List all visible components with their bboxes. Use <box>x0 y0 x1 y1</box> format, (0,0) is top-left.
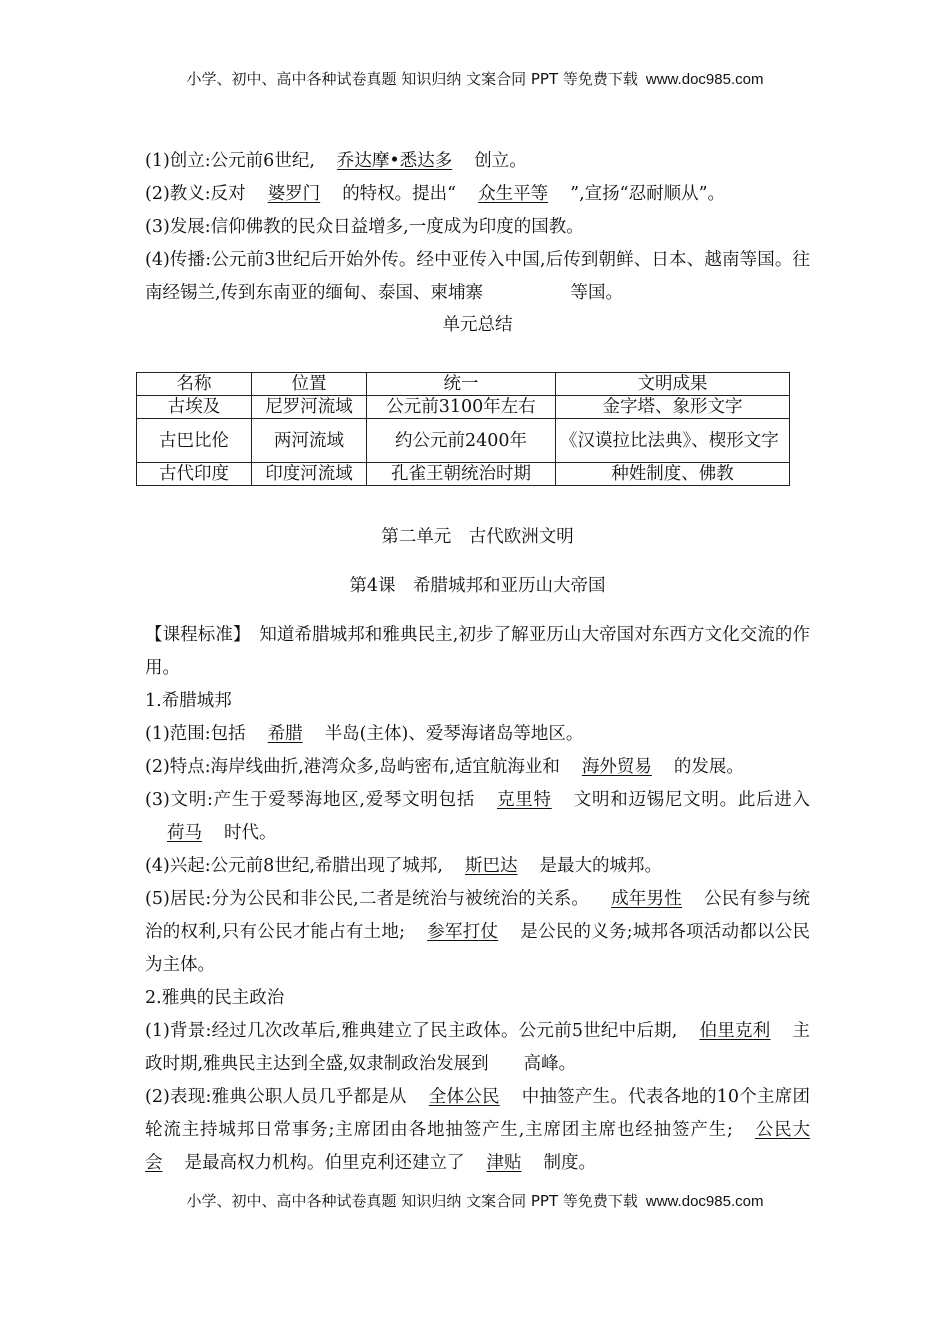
summary-table <box>136 372 790 486</box>
unit-title: 第二单元 古代欧洲文明 <box>381 527 574 547</box>
answer-blank: 乔达摩•悉达多 <box>336 151 453 171</box>
paragraph: (3)文明:产生于爱琴海地区,爱琴文明包括 克里特 文明和迈锡尼文明。此后进入荷马 时代。 <box>145 790 811 843</box>
table-row: 古巴比伦 两河流域 约公元前2400年 《汉谟拉比法典》、楔形文字 <box>137 419 790 463</box>
answer-blank: 众生平等 <box>478 184 549 204</box>
paragraph: (1)创立:公元前6世纪, 乔达摩•悉达多 创立。 <box>145 151 527 171</box>
paragraph: (1)范围:包括 希腊 半岛(主体)、爱琴海诸岛等地区。 <box>145 724 584 744</box>
footer-url[interactable]: www.doc985.com <box>645 1193 764 1210</box>
summary-title: 单元总结 <box>442 315 513 335</box>
buddhism-section <box>145 145 810 340</box>
paragraph: (1)背景:经过几次改革后,雅典建立了民主政体。公元前5世纪中后期, 伯里克利 主政时期,雅典民主达到全盛,奴隶制政治发展到 高峰。 <box>145 1021 810 1074</box>
course-standard: 【课程标准】 知道希腊城邦和雅典民主,初步了解亚历山大帝国对东西方文化交流的作用。 <box>145 625 811 678</box>
paragraph: (2)表现:雅典公职人员几乎都是从 全体公民 中抽签产生。代表各地的10个主席团轮流主持城邦日常事务;主席团由各地抽签产生,主席团主席也经抽签产生; 公民大会 是最高权力机构。伯里克利还建立了 津贴 制度。 <box>145 1087 811 1173</box>
section-heading: 1.希腊城邦 <box>145 691 232 711</box>
section-heading: 2.雅典的民主政治 <box>145 988 285 1008</box>
header-bottom <box>0 1190 950 1211</box>
paragraph: (2)特点:海岸线曲折,港湾众多,岛屿密布,适宜航海业和 海外贸易 的发展。 <box>145 757 744 777</box>
table-row: 古代印度 印度河流域 孔雀王朝统治时期 种姓制度、佛教 <box>137 463 790 486</box>
table-row: 古埃及 尼罗河流域 公元前3100年左右 金字塔、象形文字 <box>137 396 790 419</box>
answer-blank: 公民大会 <box>145 1120 811 1173</box>
answer-blank: 成年男性 <box>611 889 682 909</box>
header-top <box>0 68 950 89</box>
footer-text: 小学、初中、高中各种试卷真题 知识归纳 文案合同 PPT 等免费下载 <box>186 1192 638 1210</box>
answer-blank: 全体公民 <box>428 1087 500 1107</box>
answer-blank: 克里特 <box>497 790 552 810</box>
answer-blank: 参军打仗 <box>427 922 499 942</box>
answer-blank: 婆罗门 <box>267 184 321 204</box>
answer-blank: 斯巴达 <box>464 856 518 876</box>
unit2-section <box>145 522 810 1180</box>
header-text: 小学、初中、高中各种试卷真题 知识归纳 文案合同 PPT 等免费下载 <box>186 70 638 88</box>
answer-blank: 荷马 <box>167 823 202 843</box>
answer-blank: 伯里克利 <box>699 1021 771 1041</box>
paragraph: (2)教义:反对 婆罗门 的特权。提出“ 众生平等 ”,宣扬“忍耐顺从”。 <box>145 184 726 204</box>
answer-blank: 津贴 <box>486 1153 522 1173</box>
answer-blank: 海外贸易 <box>581 757 652 777</box>
paragraph: (5)居民:分为公民和非公民,二者是统治与被统治的关系。 成年男性 公民有参与统治的权利,只有公民才能占有土地; 参军打仗 是公民的义务;城邦各项活动都以公民为主体。 <box>145 889 811 975</box>
lesson-title: 第4课 希腊城邦和亚历山大帝国 <box>349 575 606 596</box>
paragraph: (4)传播:公元前3世纪后开始外传。经中亚传入中国,后传到朝鲜、日本、越南等国。往南经锡兰,传到东南亚的缅甸、泰国、柬埔寨 等国。 <box>145 250 810 303</box>
answer-blank: 希腊 <box>267 724 303 744</box>
paragraph: (3)发展:信仰佛教的民众日益增多,一度成为印度的国教。 <box>145 217 584 237</box>
header-url[interactable]: www.doc985.com <box>645 71 764 88</box>
paragraph: (4)兴起:公元前8世纪,希腊出现了城邦, 斯巴达 是最大的城邦。 <box>145 856 662 876</box>
table-header-row: 名称 位置 统一 文明成果 <box>137 373 790 396</box>
